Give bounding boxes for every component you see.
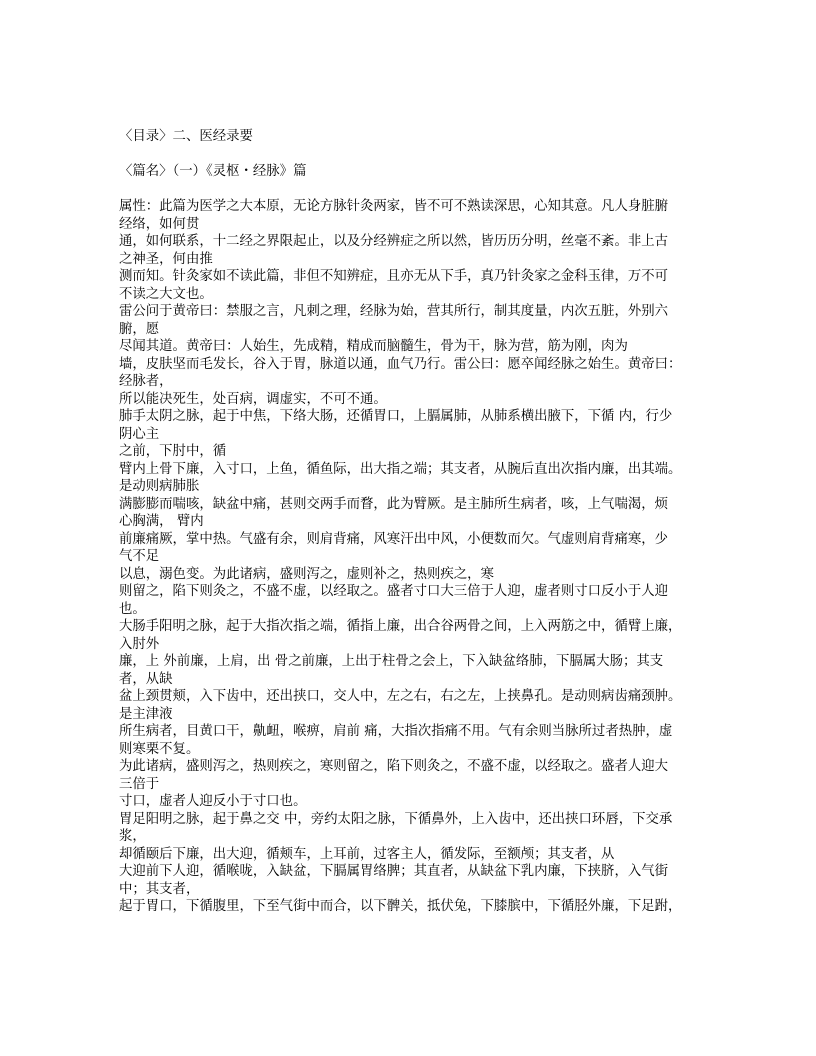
text-line: 经络，如何贯 <box>119 216 200 232</box>
text-line: 臂内上骨下廉，入寸口，上鱼，循鱼际，出大指之端；其支者，从腕后直出次指内廉，出其端。 <box>119 461 682 477</box>
text-line: 尽闻其道。黄帝曰：人始生，先成精，精成而脑髓生，骨为干，脉为营，筋为刚，肉为 <box>119 339 628 354</box>
text-line: 浆， <box>119 829 146 844</box>
body-text <box>119 198 701 916</box>
text-line: 是动则病肺胀 <box>119 479 200 494</box>
text-line: 测而知。针灸家如不读此篇，非但不知辨症，且亦无从下手，真乃针灸家之金科玉律，万不可 <box>119 269 669 284</box>
text-line: 通，如何联系，十二经之界限起止，以及分经辨症之所以然，皆历历分明，丝毫不紊。非上古 <box>119 234 669 249</box>
text-line: 盆上颈贯颊，入下齿中，还出挟口，交人中，左之右，右之左，上挟鼻孔。是动则病齿痛颈肿。 <box>119 689 682 704</box>
text-line: 前廉痛厥，掌中热。气盛有余，则肩背痛，风寒汗出中风，小便数而欠。气虚则肩背痛寒，少 <box>119 531 669 547</box>
text-line: 寸口，虚者人迎反小于寸口也。 <box>119 794 307 809</box>
text-line: 所生病者，目黄口干，鼽衄，喉痹，肩前 痛，大指次指痛不用。气有余则当脉所过者热肿，虚 <box>119 724 673 739</box>
text-line: 经脉者， <box>119 374 173 389</box>
text-line: 三倍于 <box>119 776 160 792</box>
text-line: 大肠手阳明之脉，起于大指次指之端，循指上廉，出合谷两骨之间，上入两筋之中，循臂上廉， <box>119 619 682 634</box>
text-line: 廉，上 外前廉，上肩，出 骨之前廉，上出于柱骨之会上，下入缺盆络肺，下膈属大肠；其支 <box>119 654 664 669</box>
text-line: 以息，溺色变。为此诸病，盛则泻之，虚则补之，热则疾之，寒 <box>119 566 494 582</box>
text-line: 所以能决死生，处百病，调虚实，不可不通。 <box>119 391 387 407</box>
text-line: 是主津液 <box>119 706 173 722</box>
text-line: 则留之，陷下则灸之，不盛不虚，以经取之。盛者寸口大三倍于人迎，虚者则寸口反小于人迎 <box>119 584 669 599</box>
text-line: 胃足阳明之脉，起于鼻之交 中，旁约太阳之脉，下循鼻外，上入齿中，还出挟口环唇，下交承 <box>119 811 673 827</box>
text-line: 不读之大文也。 <box>119 286 213 302</box>
chapter-heading: 〈篇名〉（一）《灵枢・经脉》篇 <box>119 164 307 179</box>
text-line: 起于胃口，下循腹里，下至气街中而合，以下髀关，抵伏兔，下膝膑中，下循胫外廉，下足跗， <box>119 899 682 914</box>
text-line: 气不足 <box>119 549 160 564</box>
text-line: 也。 <box>119 601 146 617</box>
text-line: 者，从缺 <box>119 671 173 687</box>
text-line: 满膨膨而喘咳，缺盆中痛，甚则交两手而瞀，此为臂厥。是主肺所生病者，咳，上气喘渴，烦 <box>119 496 669 512</box>
text-line: 大迎前下人迎，循喉咙，入缺盆，下膈属胃络脾；其直者，从缺盆下乳内廉，下挟脐，入气街 <box>119 864 669 879</box>
text-line: 中；其支者， <box>119 881 200 897</box>
text-line: 属性：此篇为医学之大本原，无论方脉针灸两家，皆不可不熟读深思，心知其意。凡人身脏腑 <box>119 199 669 214</box>
text-line: 入肘外 <box>119 636 160 652</box>
text-line: 为此诸病，盛则泻之，热则疾之，寒则留之，陷下则灸之，不盛不虚，以经取之。盛者人迎大 <box>119 759 669 774</box>
text-line: 则寒栗不复。 <box>119 741 200 757</box>
text-line: 之前，下肘中，循 <box>119 444 227 459</box>
text-line: 肺手太阴之脉，起于中焦，下络大肠，还循胃口，上膈属肺，从肺系横出腋下，下循 内，行少 <box>119 409 673 424</box>
text-line: 之神圣，何由推 <box>119 251 213 267</box>
text-line: 腑，愿 <box>119 321 160 337</box>
document-page <box>119 128 701 916</box>
text-line: 雷公问于黄帝曰：禁服之言，凡刺之理，经脉为始，营其所行，制其度量，内次五脏，外别六 <box>119 304 669 319</box>
text-line: 却循颐后下廉，出大迎，循颊车，上耳前，过客主人，循发际，至额颅；其支者，从 <box>119 846 615 862</box>
text-line: 墙，皮肤坚而毛发长，谷入于胃，脉道以通，血气乃行。雷公曰：愿卒闻经脉之始生。黄帝曰： <box>119 356 682 372</box>
text-line: 心胸满， 臂内 <box>119 514 204 529</box>
text-line: 阴心主 <box>119 426 160 442</box>
toc-heading: 〈目录〉二、医经录要 <box>119 129 253 144</box>
